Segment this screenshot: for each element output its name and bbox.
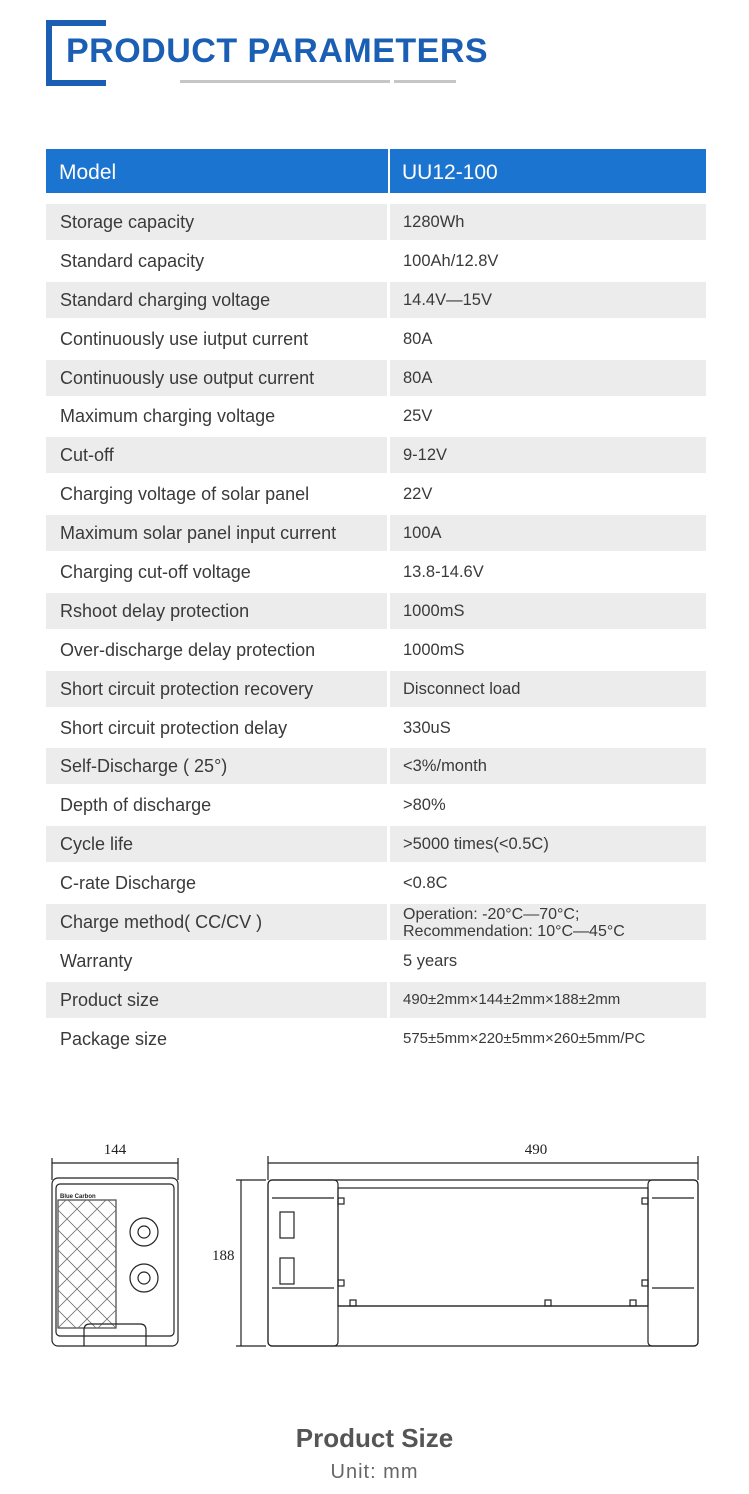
- parameters-table: [46, 149, 706, 1060]
- table-row: [46, 943, 706, 979]
- table-row: [46, 748, 706, 784]
- parameter-value: 575±5mm×220±5mm×260±5mm/PC: [403, 1029, 646, 1047]
- table-row: [46, 1021, 706, 1057]
- parameter-value: 9-12V: [390, 437, 706, 473]
- parameter-value: 1280Wh: [390, 204, 706, 240]
- parameter-value: 490±2mm×144±2mm×188±2mm: [390, 982, 706, 1018]
- product-size-title: Product Size: [295, 1423, 454, 1453]
- parameter-value: 25V: [403, 407, 433, 426]
- table-row: [46, 282, 706, 318]
- table-row: [46, 243, 706, 279]
- parameter-label: Depth of discharge: [60, 795, 212, 816]
- table-row: [46, 360, 706, 396]
- header-value: UU12-100: [402, 161, 498, 184]
- parameter-value: >5000 times(<0.5C): [390, 826, 706, 862]
- parameter-value: 330uS: [403, 718, 451, 737]
- table-row: [46, 321, 706, 357]
- height-label: 188: [212, 1248, 235, 1264]
- parameter-value: 14.4V—15V: [390, 282, 706, 318]
- parameter-label: Cycle life: [46, 826, 390, 862]
- parameter-value: 100Ah/12.8V: [403, 251, 499, 270]
- parameter-label: C-rate Discharge: [60, 873, 197, 894]
- page-title: PRODUCT PARAMETERS: [66, 32, 489, 70]
- parameter-label: Continuously use output current: [46, 360, 390, 396]
- unit-label: Unit: mm: [330, 1461, 419, 1483]
- parameter-value: 100A: [390, 515, 706, 551]
- parameter-label: Maximum charging voltage: [60, 406, 276, 427]
- header-label: Model: [46, 149, 390, 193]
- parameter-value: 80A: [390, 360, 706, 396]
- parameter-label: Standard capacity: [60, 250, 205, 271]
- parameter-value: <0.8C: [403, 874, 448, 893]
- parameter-label: Standard charging voltage: [46, 282, 390, 318]
- parameter-label: Short circuit protection recovery: [46, 671, 390, 707]
- table-row: [46, 826, 706, 862]
- parameter-value: 80A: [403, 329, 433, 348]
- parameter-label: Package size: [60, 1028, 168, 1049]
- side-length-label: 490: [524, 1142, 548, 1158]
- table-row: [46, 865, 706, 901]
- parameter-label: Storage capacity: [46, 204, 390, 240]
- product-size-diagram: [40, 1140, 710, 1370]
- table-row: [46, 671, 706, 707]
- parameter-value: [390, 904, 706, 940]
- table-row: [46, 982, 706, 1018]
- parameter-value: 22V: [403, 485, 433, 504]
- table-row: [46, 787, 706, 823]
- table-row: [46, 398, 706, 434]
- front-width-label: 144: [103, 1142, 127, 1158]
- parameter-value: 13.8-14.6V: [403, 563, 484, 582]
- parameter-value-line: Operation: -20°C—70°C;: [403, 906, 580, 924]
- parameter-value: 1000mS: [403, 640, 465, 659]
- table-row: [46, 554, 706, 590]
- parameter-value: 5 years: [403, 951, 458, 970]
- parameter-value: >80%: [403, 796, 446, 815]
- table-row: [46, 593, 706, 629]
- parameter-label: Product size: [46, 982, 390, 1018]
- parameter-label: Short circuit protection delay: [60, 717, 288, 738]
- table-row: [46, 204, 706, 240]
- brand-logo-text: Blue Carbon: [60, 1194, 96, 1200]
- parameter-label: Self-Discharge ( 25°): [46, 748, 390, 784]
- table-row: [46, 904, 706, 940]
- table-row: [46, 437, 706, 473]
- table-row: [46, 632, 706, 668]
- terminal-positive: [130, 1218, 158, 1246]
- parameter-label: Over-discharge delay protection: [60, 639, 316, 660]
- parameter-label: Continuously use iutput current: [60, 328, 309, 349]
- parameter-label: Rshoot delay protection: [46, 593, 390, 629]
- parameter-label: Cut-off: [46, 437, 390, 473]
- table-row: [46, 476, 706, 512]
- table-row: [46, 710, 706, 746]
- parameter-label: Charging voltage of solar panel: [60, 484, 310, 505]
- table-header-row: [46, 149, 706, 193]
- title-underline: [180, 80, 390, 83]
- parameter-label: Maximum solar panel input current: [46, 515, 390, 551]
- parameter-label: Warranty: [60, 950, 133, 971]
- parameter-value: 1000mS: [390, 593, 706, 629]
- page-header: [46, 20, 489, 90]
- parameter-label: Charging cut-off voltage: [60, 562, 251, 583]
- table-row: [46, 515, 706, 551]
- parameter-value: <3%/month: [390, 748, 706, 784]
- title-underline-short: [394, 80, 456, 83]
- parameter-label: Charge method( CC/CV ): [46, 904, 390, 940]
- battery-side-view: [268, 1180, 698, 1346]
- parameter-value: Disconnect load: [390, 671, 706, 707]
- terminal-negative: [130, 1264, 158, 1292]
- parameter-value-line: Recommendation: 10°C—45°C: [403, 923, 625, 941]
